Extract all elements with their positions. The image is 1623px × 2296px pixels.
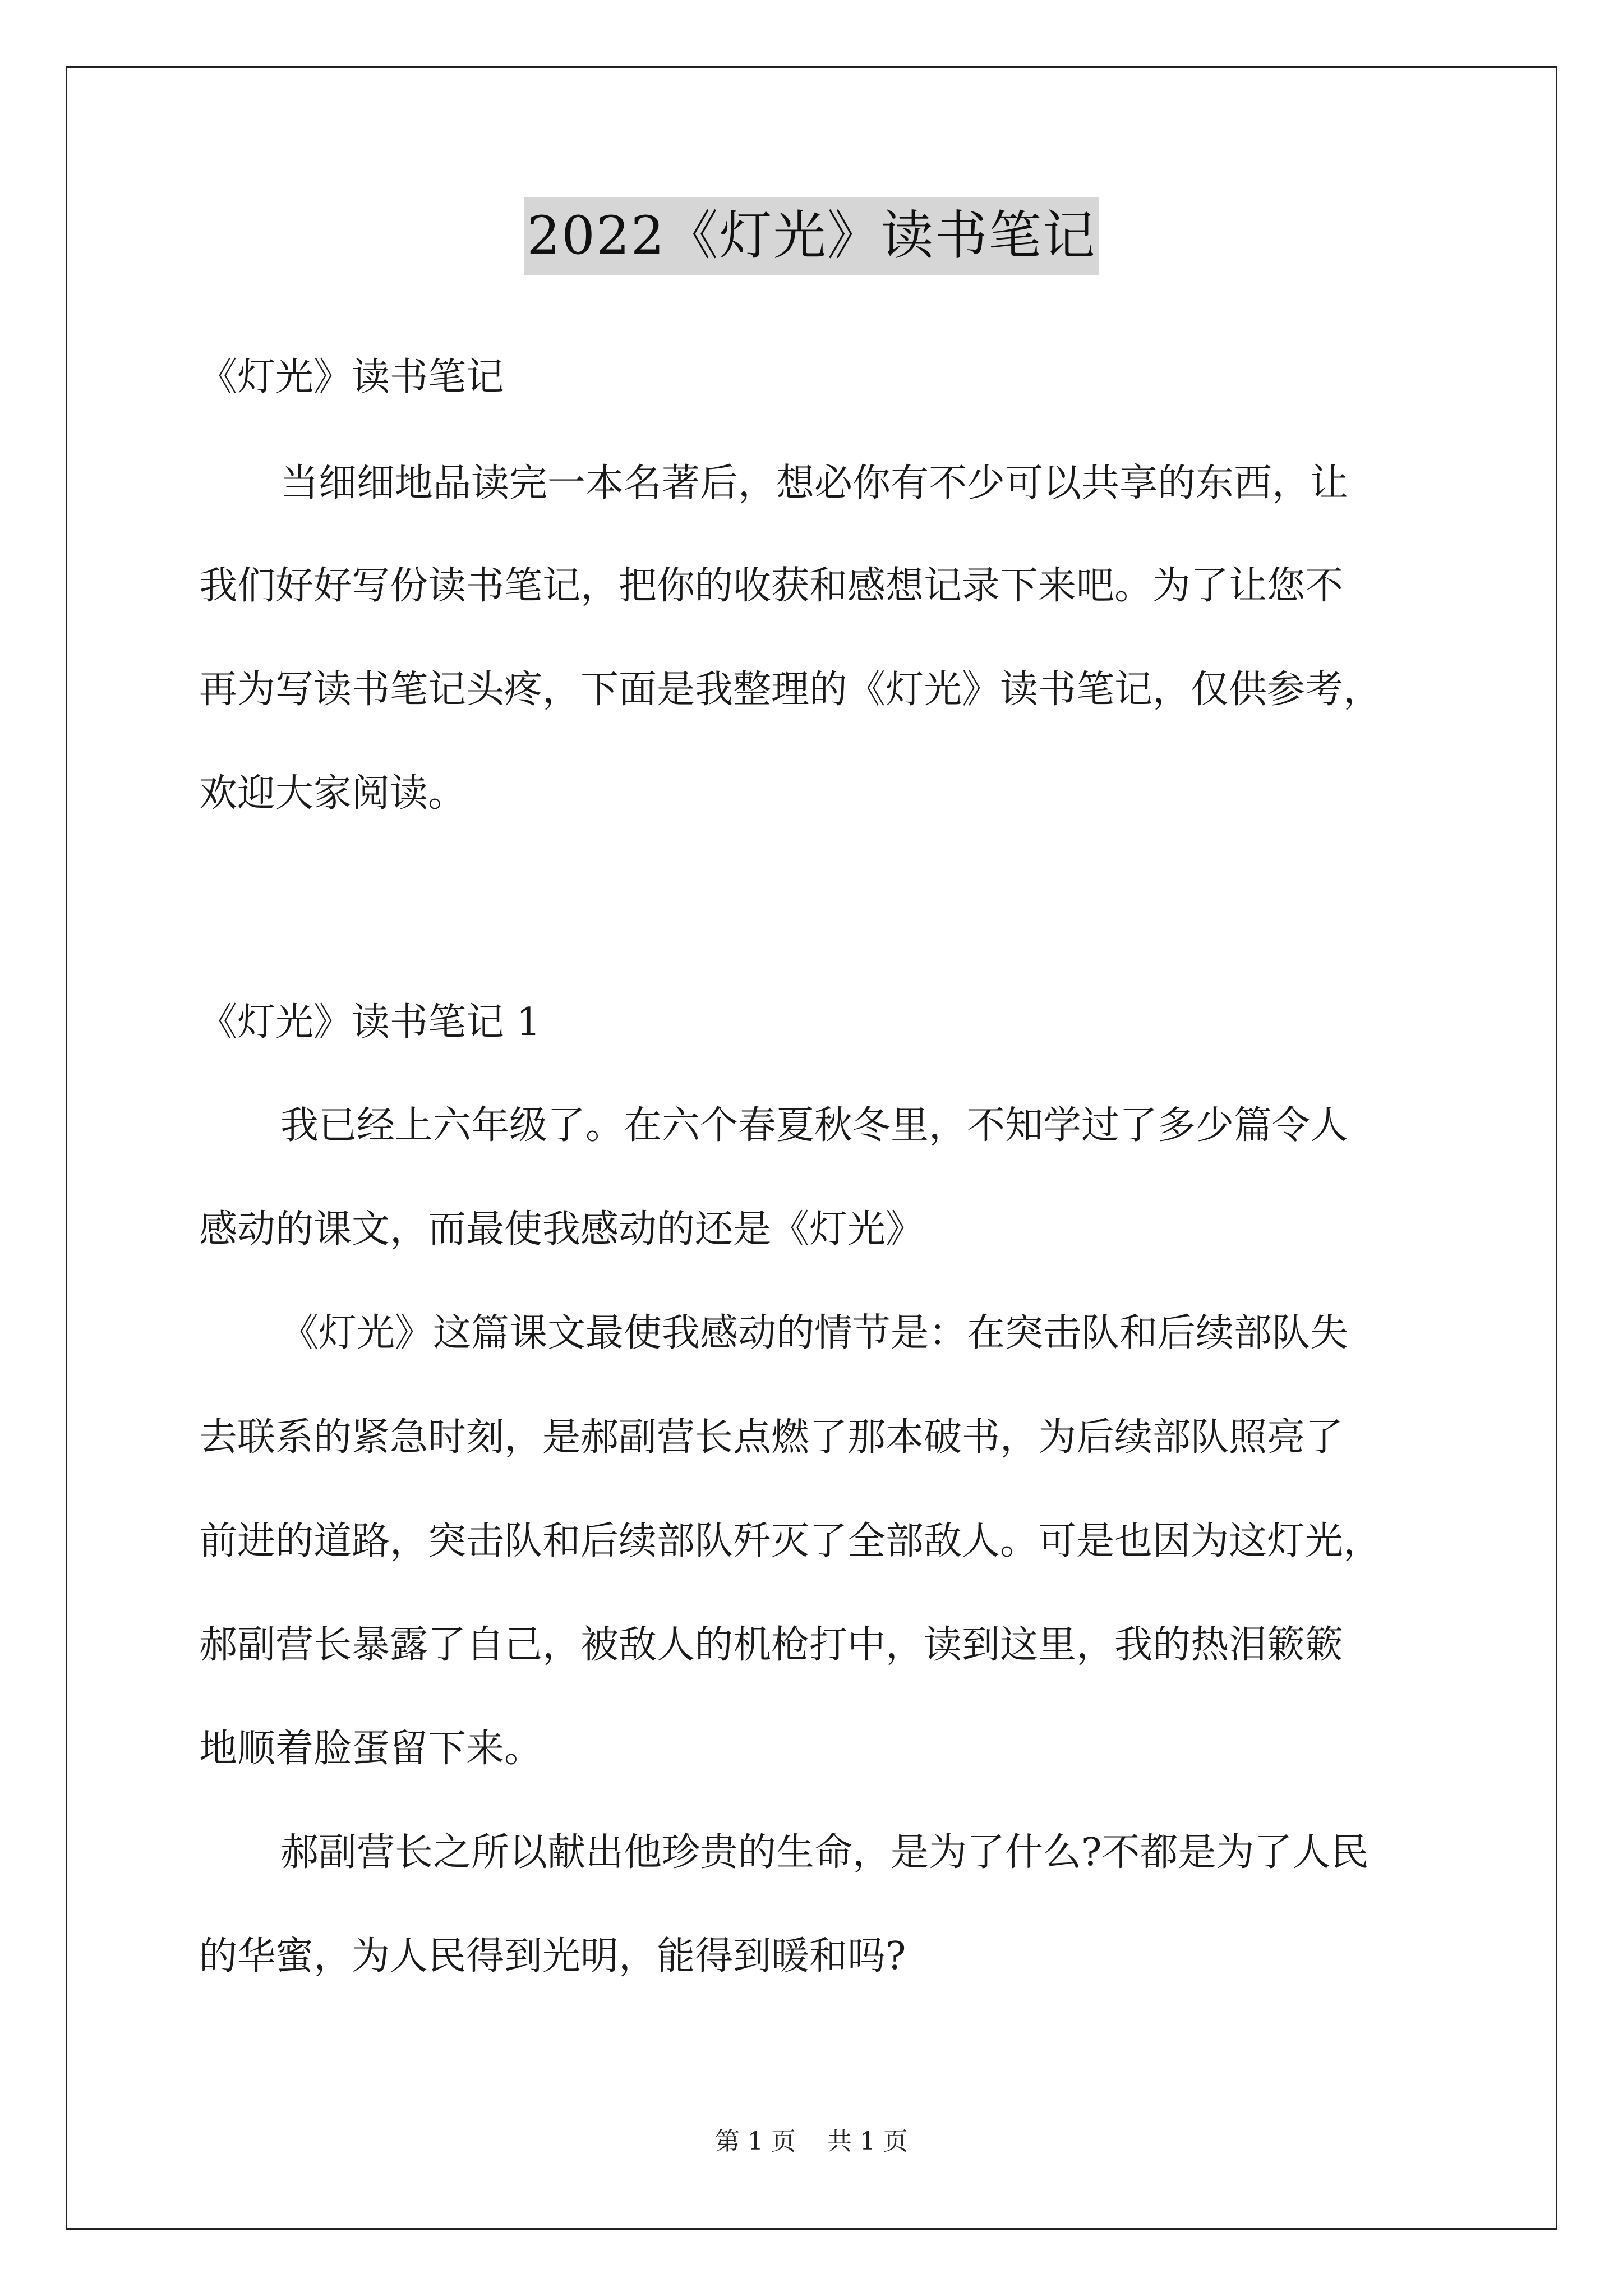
body-paragraph-line: 去联系的紧急时刻，是郝副营长点燃了那本破书，为后续部队照亮了	[199, 1415, 1344, 1460]
body-paragraph-line: 感动的课文，而最使我感动的还是《灯光》	[199, 1207, 924, 1251]
body-paragraph-line: 《灯光》这篇课文最使我感动的情节是：在突击队和后续部队失	[280, 1311, 1349, 1355]
intro-paragraph-line: 我们好好写份读书笔记，把你的收获和感想记录下来吧。为了让您不	[199, 564, 1344, 608]
intro-paragraph-line: 再为写读书笔记头疼，下面是我整理的《灯光》读书笔记，仅供参考，	[199, 668, 1382, 712]
page-footer: 第 1 页 共 1 页	[715, 2127, 908, 2156]
intro-paragraph-line: 当细细地品读完一本名著后，想必你有不少可以共享的东西，让	[280, 461, 1349, 505]
intro-heading: 《灯光》读书笔记	[199, 355, 505, 399]
body-paragraph-line: 郝副营长之所以献出他珍贵的生命，是为了什么?不都是为了人民	[280, 1830, 1369, 1875]
body-paragraph-line: 前进的道路，突击队和后续部队歼灭了全部敌人。可是也因为这灯光，	[199, 1519, 1382, 1563]
intro-paragraph-line: 欢迎大家阅读。	[199, 771, 467, 816]
title-container	[0, 197, 1623, 275]
body-paragraph-line: 我已经上六年级了。在六个春夏秋冬里，不知学过了多少篇令人	[280, 1103, 1349, 1148]
document-title: 2022《灯光》读书笔记	[524, 197, 1098, 275]
body-paragraph-line: 的华蜜，为人民得到光明，能得到暖和吗?	[199, 1934, 906, 1978]
section-heading: 《灯光》读书笔记 1	[199, 1000, 541, 1045]
body-paragraph-line: 郝副营长暴露了自己，被敌人的机枪打中，读到这里，我的热泪簌簌	[199, 1623, 1344, 1667]
body-paragraph-line: 地顺着脸蛋留下来。	[199, 1727, 543, 1771]
